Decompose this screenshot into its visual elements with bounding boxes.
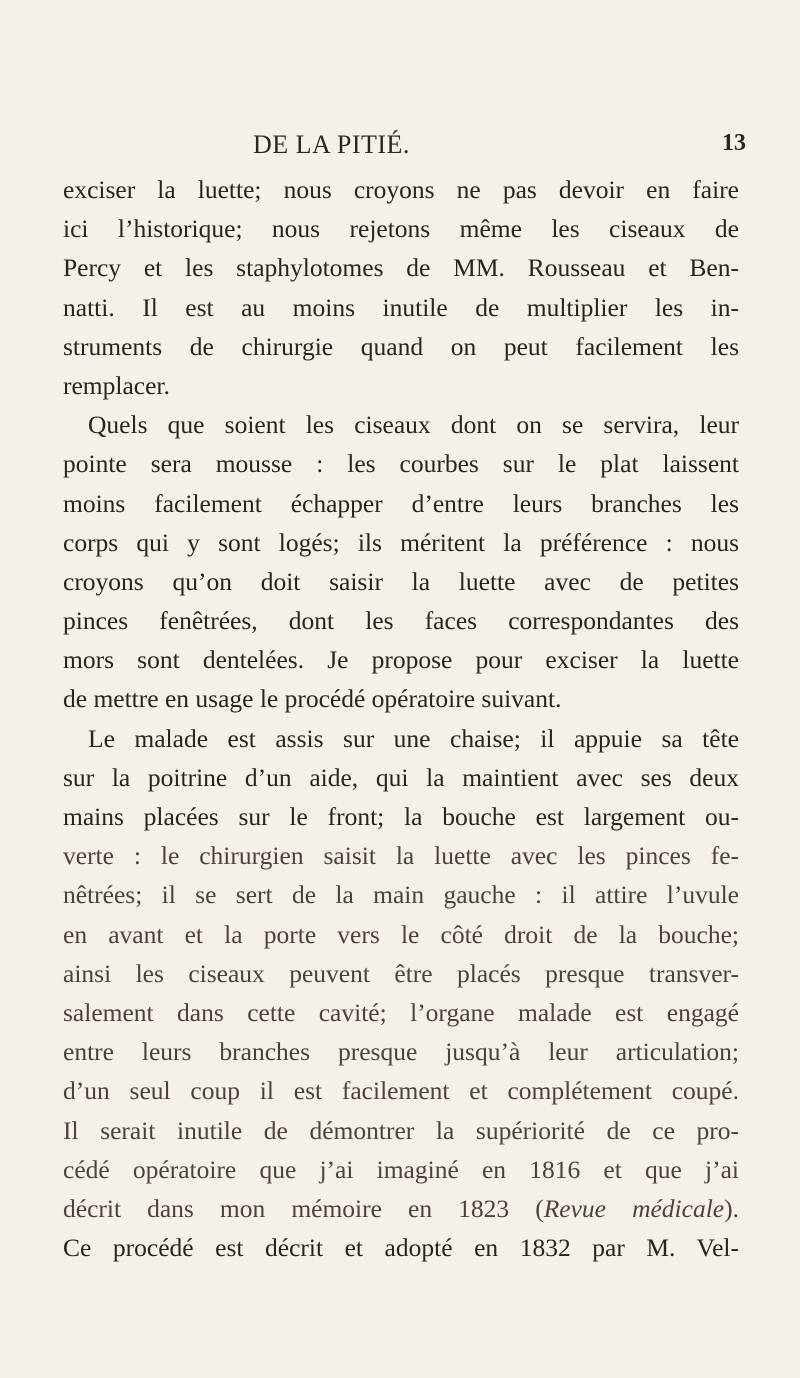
running-header (0, 130, 800, 166)
text-line: ainsi les ciseaux peuvent être placés presque transver- (63, 958, 739, 988)
text-line: pointe sera mousse : les courbes sur le plat laissent (63, 449, 739, 479)
text-line: salement dans cette cavité; l’organe malade est engagé (63, 997, 739, 1027)
text-line: corps qui y sont logés; ils méritent la préférence : nous (63, 527, 739, 557)
text-line: sur la poitrine d’un aide, qui la maintient avec ses deux (63, 762, 739, 792)
text-line: mors sont dentelées. Je propose pour exciser la luette (63, 645, 739, 675)
journal-title: Revue médicale (543, 1193, 725, 1223)
citation-suffix: ). (724, 1193, 739, 1223)
text-line: cédé opératoire que j’ai imaginé en 1816 et que j’ai (63, 1154, 739, 1184)
text-line: ici l’historique; nous rejetons même les ciseaux de (63, 214, 739, 244)
text-line-citation (63, 1189, 739, 1228)
text-line: entre leurs branches presque jusqu’à leur articulation; (63, 1037, 739, 1067)
text-line: remplacer. (63, 370, 170, 400)
running-title: DE LA PITIÉ. (253, 130, 410, 159)
text-line: Percy et les staphylotomes de MM. Rousseau et Ben- (63, 253, 739, 283)
text-line: natti. Il est au moins inutile de multiplier les in- (63, 292, 739, 322)
text-line: struments de chirurgie quand on peut facilement les (63, 331, 739, 361)
text-line: Quels que soient les ciseaux dont on se servira, leur (88, 410, 739, 440)
body-text (63, 170, 739, 1267)
text-line: Ce procédé est décrit et adopté en 1832 par M. Vel- (63, 1233, 739, 1263)
text-line: nêtrées; il se sert de la main gauche : il attire l’uvule (63, 880, 739, 910)
text-line: moins facilement échapper d’entre leurs branches les (63, 488, 739, 518)
text-line: Il serait inutile de démontrer la supériorité de ce pro- (63, 1115, 739, 1145)
text-line: mains placées sur le front; la bouche est largement ou- (63, 802, 739, 831)
text-line: en avant et la porte vers le côté droit de la bouche; (63, 919, 739, 949)
text-line: exciser la luette; nous croyons ne pas devoir en faire (63, 175, 739, 204)
text-line: Le malade est assis sur une chaise; il appuie sa tête (88, 723, 739, 753)
text-line: pinces fenêtrées, dont les faces correspondantes des (63, 606, 739, 636)
text-line: de mettre en usage le procédé opératoire suivant. (63, 684, 562, 714)
text-line: verte : le chirurgien saisit la luette avec les pinces fe- (63, 841, 739, 871)
page-number: 13 (722, 130, 746, 156)
text-line: croyons qu’on doit saisir la luette avec de petites (63, 566, 739, 596)
text-line: d’un seul coup il est facilement et complétement coupé. (63, 1076, 739, 1106)
citation-prefix: décrit dans mon mémoire en 1823 ( (63, 1193, 544, 1223)
